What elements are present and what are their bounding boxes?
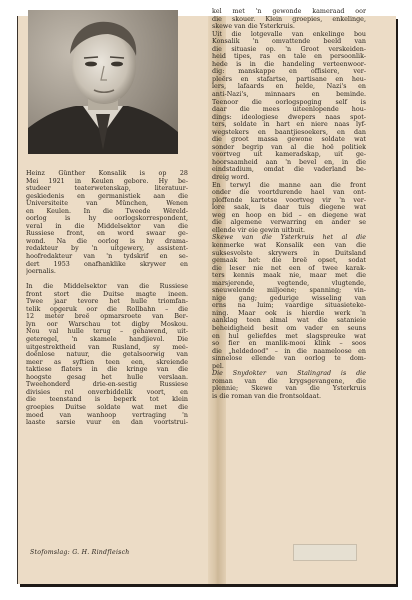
text-line: die algemene verwarring en ander se (212, 219, 366, 227)
text-line: erns na luim; vaardige situasieteke- (212, 302, 366, 310)
text-line: lyn oor Warschau tot digby Moskou. (26, 320, 188, 328)
text-line: daar die mees uiteenlopende hou- (212, 106, 366, 114)
text-line: lers, lafaards en helde, Nazi's en (212, 83, 366, 91)
text-line: die skouer. Klein groepies, enkelinge, (212, 15, 366, 23)
text-line: ters kennis maak nie, maar met die (212, 272, 366, 280)
price-sticker-area (293, 544, 357, 561)
text-line: veral in die Middelsektor van die (26, 222, 188, 230)
text-line: sinnelose ellende van oorlog te dom- (212, 355, 366, 363)
text-line: In die Middelsektor van die Russiese (26, 283, 188, 291)
text-line: dreig word. (212, 174, 250, 182)
text-line: dert 1953 onafhanklike skrywer en (26, 260, 188, 268)
text-line: Die Snydokter van Stalingrad is die (212, 370, 366, 378)
text-line: lore saak, is daar tuis diegene wat (212, 204, 366, 212)
text-line: geteregel, 'n skamele handjievol. Die (26, 336, 188, 344)
text-line: is die roman van die frontsoldaat. (212, 392, 322, 400)
text-line: uitgestrektheid van Rusland, sy meé- (26, 343, 188, 351)
text-line: hoogste gesag het hulle verslaan. (26, 373, 188, 381)
text-line: dig: manskappe en offisiere, ver- (212, 68, 366, 76)
text-line: joernalis. (26, 268, 56, 276)
text-line: skewe van die Ysterkruis. (212, 23, 295, 31)
author-bio-and-synopsis (26, 170, 188, 427)
text-line: anti-Nazi's, minnaars en beminde. (212, 91, 366, 99)
text-line: Twee jaar tevore het hulle triomfan- (26, 298, 188, 306)
text-line: roman van die krygsgevangene, die (212, 377, 366, 385)
text-line: ning. Maar ook is hierdie werk 'n (212, 309, 366, 317)
text-line: eindstadium, omdat die vaderland be- (212, 166, 366, 174)
text-line: doënlose natuur, die getalsoorwig van (26, 351, 188, 359)
text-line: aanklag teen almal wat die satanieie (212, 317, 366, 325)
text-line: redakteur by 'n uitgewery, assistent- (26, 245, 188, 253)
text-line: pleërs en stafartse, partisane en heu- (212, 75, 366, 83)
text-line: plennie; Skewe van die Ysterkruis (212, 385, 366, 393)
text-line: taktiese flaters in die kringe van die (26, 366, 188, 374)
text-line: Konsalik 'n omvattende beeld van (212, 38, 366, 46)
text-line: onder die voortdurende hael van ont- (212, 189, 366, 197)
synopsis-continued (212, 8, 366, 400)
text-line: die teenstand is beperk tot klein (26, 396, 188, 404)
text-line: Russiese front, en word swaar ge- (26, 230, 188, 238)
text-line: die situasie op. 'n Groot verskeiden- (212, 45, 366, 53)
text-line: heid tipes, ras en tale en persoonlik- (212, 53, 366, 61)
author-photo (28, 10, 178, 154)
text-line: telik opgeruk oor die Rollbahn – die (26, 305, 188, 313)
text-line: studeer teaterwetenskap, literatuur- (26, 185, 188, 193)
text-line: hede is in die handeling verteenwoor- (212, 60, 366, 68)
text-line: kenmerke wat Konsalik een van die (212, 241, 366, 249)
text-line: en hul geliefdes met slagspreuke wat (212, 332, 366, 340)
text-line: meer as syftien teen een, skreiende (26, 358, 188, 366)
text-line: Heinz Günther Konsalik is op 28 (26, 170, 188, 177)
text-line: voortveg uit kameradskap, uit ge- (212, 151, 366, 159)
text-line: Skewe van die Ysterkruis het al die (212, 234, 366, 242)
text-line: so fier en manlik-mooi klink – soos (212, 340, 366, 348)
text-line: ters, soldate in hart en niere naas lyf- (212, 121, 366, 129)
text-line: hoofredakteur van 'n tydskrif en se- (26, 253, 188, 261)
paragraph-gap (26, 276, 188, 284)
text-line: dings: ideologiese dwepers naas spot- (212, 113, 366, 121)
text-line: laaste sarsie vuur en dan voortstrui- (26, 419, 188, 427)
text-line: weg en hoop en bid – en diegene wat (212, 211, 366, 219)
text-line: die leser nie net een of twee karak- (212, 264, 366, 272)
text-line: beheidigheid besit om vader en seuns (212, 324, 366, 332)
text-line: sonder begrip van al die hoë politiek (212, 143, 366, 151)
text-line: en Keulen. In die Tweede Wêreld- (26, 207, 188, 215)
text-line: oorlog is hy oorlogskorrespondent, (26, 215, 188, 223)
text-line: gemaak het: die breë opset, sodat (212, 257, 366, 265)
text-line: moed van wanhoop vertraging 'n (26, 411, 188, 419)
text-line: Tweehonderd drie-en-sestig Russiese (26, 381, 188, 389)
text-line: sneuwelende miljoene; spanning; vin- (212, 287, 366, 295)
text-line: Uit die lotgevalle van enkelinge bou (212, 30, 366, 38)
text-line: wegstekers en baantjiesoekers, en dan (212, 128, 366, 136)
text-line: ploffende kartetse voortveg vir 'n ver- (212, 196, 366, 204)
text-line: die „heldedood" – in die naameloose en (212, 347, 366, 355)
text-line: Teenoor die oorlogspoging self is (212, 98, 366, 106)
text-line: ellende vir eie gewin uitbuit. (212, 226, 306, 234)
text-line: die groot massa gewone soldate wat (212, 136, 366, 144)
text-line: wond. Na die oorlog is hy drama- (26, 237, 188, 245)
text-line: hoorsaamheid aan 'n bevel en, in die (212, 158, 366, 166)
text-line: marsjerende, vegtende, vlugtende, (212, 279, 366, 287)
author-portrait-image (28, 10, 178, 154)
text-line: geskiedenis en germanistiek aan die (26, 192, 188, 200)
text-line: 12 meter breë opmarsroete van Ber- (26, 313, 188, 321)
text-line: nige gang; gedurige wisseling van (212, 294, 366, 302)
text-line: pel. (212, 362, 224, 370)
text-line: En terwyl die manne aan die front (212, 181, 366, 189)
text-line: Universiteite van München, Wenen (26, 200, 188, 208)
text-line: divisies rol onverbiddelik voort, en (26, 388, 188, 396)
text-line: front stort die Duitse magte ineen. (26, 290, 188, 298)
text-line: kel met 'n gewonde kameraad oor (212, 8, 366, 15)
text-line: groepies Duitse soldate wat met die (26, 403, 188, 411)
cover-credit: Stofomslag: G. H. Rindfleisch (30, 549, 130, 556)
text-line: Mei 1921 in Keulen gebore. Hy be- (26, 177, 188, 185)
text-line: Nou val hulle terug – gehawend, uit- (26, 328, 188, 336)
text-line: suksesvolste skrywers in Duitsland (212, 249, 366, 257)
